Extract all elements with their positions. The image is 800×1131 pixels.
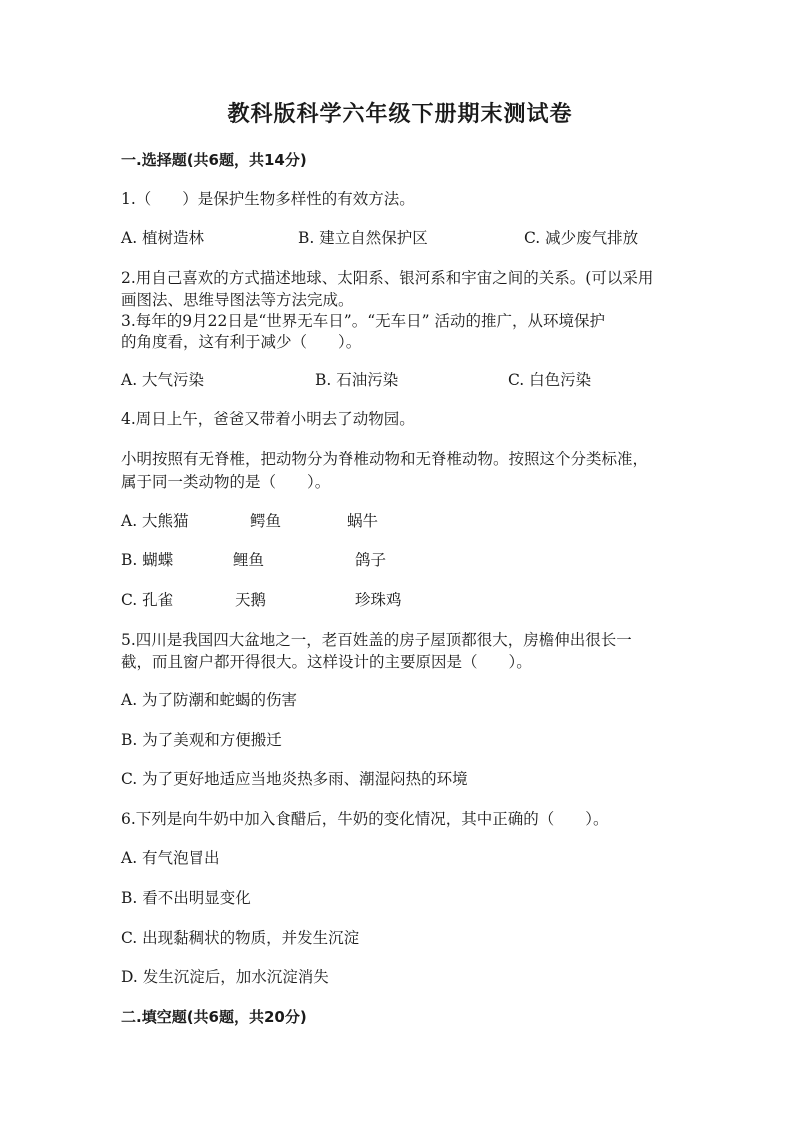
- question-1-option-a: A. 植树造林: [121, 229, 205, 247]
- question-5-line-2: 截，而且窗户都开得很大。这样设计的主要原因是（ ）。: [121, 653, 532, 671]
- page-title: 教科版科学六年级下册期末测试卷: [227, 101, 573, 127]
- question-1-option-b: B. 建立自然保护区: [298, 229, 428, 247]
- question-6-option-d: D. 发生沉淀后，加水沉淀消失: [121, 968, 329, 986]
- question-4-option-c-item-3: 珍珠鸡: [355, 591, 402, 609]
- question-3-option-a: A. 大气污染: [121, 371, 205, 389]
- question-6-option-a: A. 有气泡冒出: [121, 849, 220, 867]
- question-4-option-b-item-1: B. 蝴蝶: [121, 551, 174, 569]
- question-2-line-1: 2.用自己喜欢的方式描述地球、太阳系、银河系和宇宙之间的关系。(可以采用: [121, 269, 654, 287]
- question-6-stem: 6.下列是向牛奶中加入食醋后，牛奶的变化情况，其中正确的（ ）。: [121, 810, 609, 828]
- question-5-line-1: 5.四川是我国四大盆地之一，老百姓盖的房子屋顶都很大，房檐伸出很长一: [121, 631, 632, 649]
- question-6-option-b: B. 看不出明显变化: [121, 889, 251, 907]
- question-4-option-a-item-2: 鳄鱼: [250, 512, 282, 530]
- question-5-option-b: B. 为了美观和方便搬迁: [121, 731, 282, 749]
- question-2-line-2: 画图法、思维导图法等方法完成。: [121, 291, 354, 309]
- question-6-option-c: C. 出现黏稠状的物质，并发生沉淀: [121, 929, 360, 947]
- question-4-option-a-item-1: A. 大熊猫: [121, 512, 189, 530]
- question-1-stem: 1.（ ）是保护生物多样性的有效方法。: [121, 190, 415, 208]
- question-3-option-b: B. 石油污染: [315, 371, 399, 389]
- question-3-line-2: 的角度看，这有利于减少（ ）。: [121, 333, 362, 351]
- question-4-line-2: 属于同一类动物的是（ ）。: [121, 473, 331, 491]
- section-heading-fill-in: 二.填空题(共6题，共20分): [121, 1008, 307, 1026]
- question-5-option-a: A. 为了防潮和蛇蝎的伤害: [121, 691, 298, 709]
- question-4-line-1: 小明按照有无脊椎，把动物分为脊椎动物和无脊椎动物。按照这个分类标准，: [121, 450, 649, 468]
- question-4-option-b-item-2: 鲤鱼: [233, 551, 265, 569]
- section-heading-choice: 一.选择题(共6题，共14分): [121, 151, 307, 169]
- question-4-intro: 4.周日上午，爸爸又带着小明去了动物园。: [121, 410, 415, 428]
- question-3-option-c: C. 白色污染: [508, 371, 592, 389]
- question-4-option-a-item-3: 蜗牛: [347, 512, 379, 530]
- question-5-option-c: C. 为了更好地适应当地炎热多雨、潮湿闷热的环境: [121, 770, 468, 788]
- question-4-option-b-item-3: 鸽子: [355, 551, 387, 569]
- question-4-option-c-item-2: 天鹅: [235, 591, 267, 609]
- question-3-line-1: 3.每年的9月22日是“世界无车日”。“无车日” 活动的推广，从环境保护: [121, 312, 605, 330]
- question-4-option-c-item-1: C. 孔雀: [121, 591, 174, 609]
- question-1-option-c: C. 减少废气排放: [524, 229, 639, 247]
